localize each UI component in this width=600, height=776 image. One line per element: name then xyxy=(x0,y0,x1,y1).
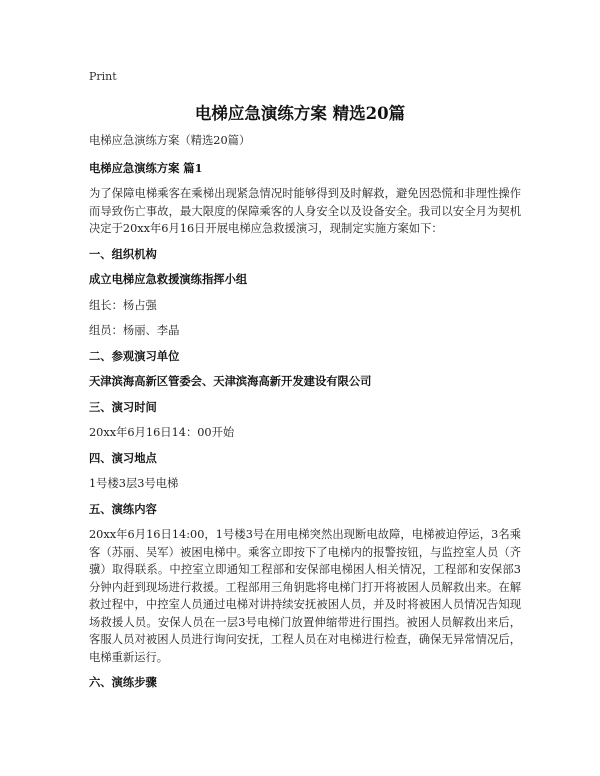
heading-content: 五、演练内容 xyxy=(89,501,157,516)
organization-group: 成立电梯应急救援演练指挥小组 xyxy=(89,272,248,286)
heading-time: 三、演习时间 xyxy=(89,399,157,414)
section-heading: 电梯应急演练方案 篇1 xyxy=(89,160,203,175)
heading-units: 二、参观演习单位 xyxy=(89,348,180,363)
heading-organization: 一、组织机构 xyxy=(89,246,157,261)
drill-content: 20xx年6月16日14:00，1号楼3号在用电梯突然出现断电故障，电梯被迫停运，3名乘客（苏丽、吴军）被困电梯中。乘客立即按下了电梯内的报警按钮，与监控室人员（齐骥）取得联系。中控室立即通知工程部和安保部电梯困人相关情况，工程部和安保部3分钟内赶到现场进行救援。工程部用三角钥匙将电梯门打开将被困人员解救出来。在解救过程中，中控室人员通过电梯对讲持续安抚被困人员，并及时将被困人员情况告知现场救援人员。安保人员在一层3号电梯门放置伸缩带进行围挡。被困人员解救出来后，客服人员对被困人员进行询问安抚，工程人员在对电梯进行检查，确保无异常情况后，电梯重新运行。 xyxy=(89,528,521,664)
document-subtitle: 电梯应急演练方案（精选20篇） xyxy=(89,134,251,147)
group-leader: 组长：杨占强 xyxy=(89,298,157,312)
document-content xyxy=(89,132,521,700)
participating-units: 天津滨海高新区管委会、天津滨海高新开发建设有限公司 xyxy=(89,374,372,388)
heading-place: 四、演习地点 xyxy=(89,450,157,465)
document-title: 电梯应急演练方案 精选20篇 xyxy=(194,104,406,123)
print-label: Print xyxy=(89,70,117,83)
intro-paragraph: 为了保障电梯乘客在乘梯出现紧急情况时能够得到及时解救，避免因恐慌和非理性操作而导致伤亡事故，最大限度的保障乘客的人身安全以及设备安全。我司以安全月为契机决定于20xx年6月16日开展电梯应急救援演习，现制定实施方案如下： xyxy=(89,187,521,235)
group-members: 组员：杨丽、李晶 xyxy=(89,324,180,337)
heading-steps: 六、演练步骤 xyxy=(89,675,157,689)
drill-place: 1号楼3层3号电梯 xyxy=(89,477,179,490)
drill-time: 20xx年6月16日14：00开始 xyxy=(89,426,235,439)
